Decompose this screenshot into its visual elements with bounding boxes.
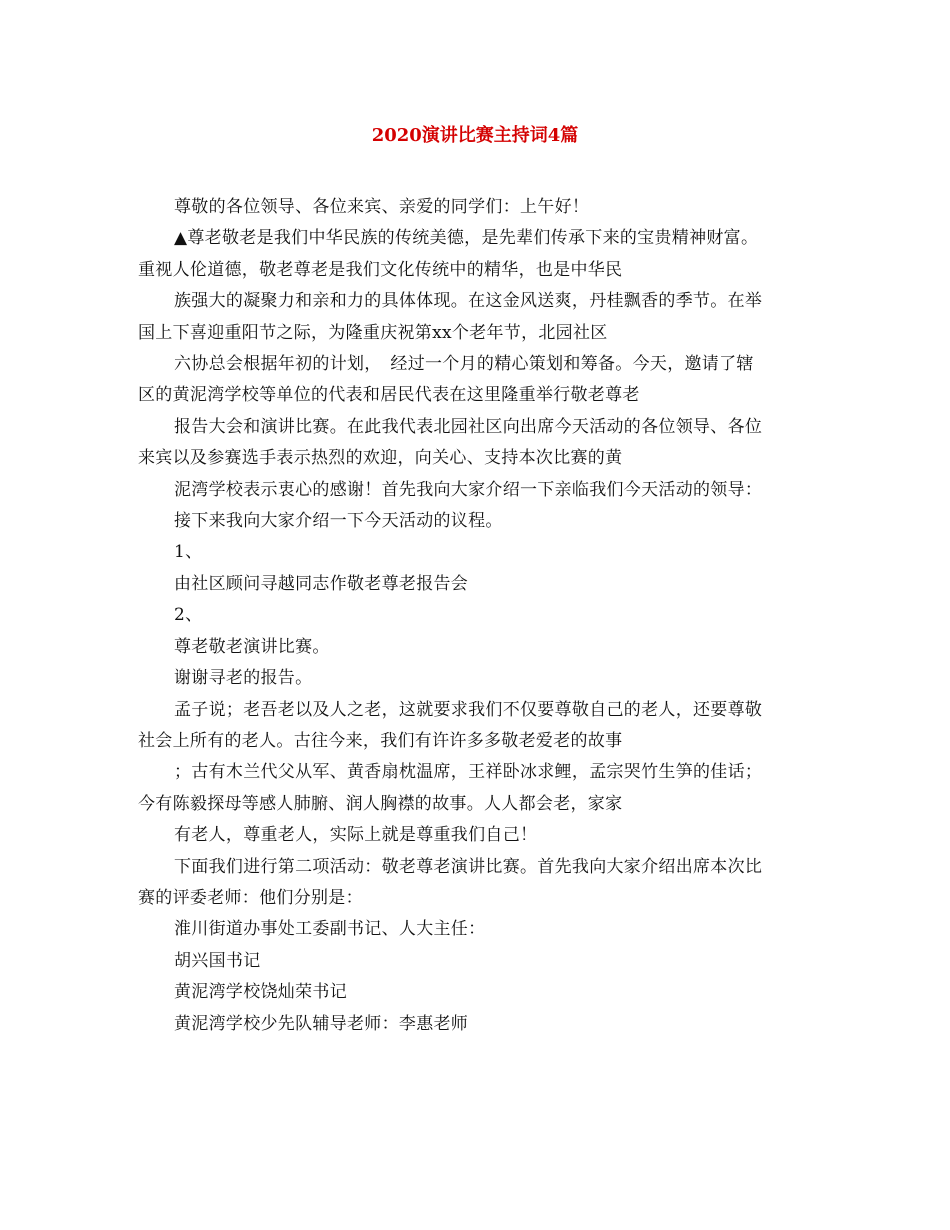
paragraph xyxy=(138,946,818,977)
paragraph-line: 报告大会和演讲比赛。在此我代表北园社区向出席今天活动的各位领导、各位 xyxy=(174,416,763,437)
paragraph-line: ▲尊老敬老是我们中华民族的传统美德，是先辈们传承下来的宝贵精神财富。 xyxy=(174,228,759,249)
paragraph-line: 1、 xyxy=(174,542,203,563)
paragraph xyxy=(138,695,818,758)
paragraph xyxy=(138,914,818,945)
paragraph-line: 谢谢寻老的报告。 xyxy=(174,668,313,689)
paragraph-line: 赛的评委老师：他们分别是： xyxy=(138,887,363,908)
document-body xyxy=(138,192,818,1040)
paragraph-line: 来宾以及参赛选手表示热烈的欢迎，向关心、支持本次比赛的黄 xyxy=(138,448,623,469)
paragraph xyxy=(138,852,818,915)
paragraph-line: 胡兴国书记 xyxy=(174,950,261,971)
paragraph xyxy=(138,506,818,537)
paragraph xyxy=(138,349,818,412)
paragraph-line: 社会上所有的老人。古往今来，我们有许许多多敬老爱老的故事 xyxy=(138,730,623,751)
paragraph-line: 六协总会根据年初的计划， 经过一个月的精心策划和筹备。今天，邀请了辖 xyxy=(174,354,754,375)
paragraph-line: ；古有木兰代父从军、黄香扇枕温席，王祥卧冰求鲤，孟宗哭竹生笋的佳话； xyxy=(174,762,763,783)
paragraph xyxy=(138,1009,818,1040)
paragraph xyxy=(138,663,818,694)
paragraph-line: 黄泥湾学校少先队辅导老师：李惠老师 xyxy=(174,1013,469,1034)
paragraph xyxy=(138,569,818,600)
paragraph xyxy=(138,537,818,568)
document-title: 2020演讲比赛主持词4篇 xyxy=(371,125,579,146)
paragraph-line: 有老人，尊重老人，实际上就是尊重我们自己！ xyxy=(174,825,538,846)
paragraph-line: 淮川街道办事处工委副书记、人大主任： xyxy=(174,919,486,940)
paragraph xyxy=(138,600,818,631)
paragraph-line: 黄泥湾学校饶灿荣书记 xyxy=(174,982,347,1003)
paragraph-line: 泥湾学校表示衷心的感谢！首先我向大家介绍一下亲临我们今天活动的领导： xyxy=(174,479,763,500)
paragraph xyxy=(138,475,818,506)
paragraph-line: 重视人伦道德，敬老尊老是我们文化传统中的精华，也是中华民 xyxy=(138,259,623,280)
paragraph-line: 今有陈毅探母等感人肺腑、润人胸襟的故事。人人都会老，家家 xyxy=(138,793,623,814)
paragraph xyxy=(138,977,818,1008)
paragraph xyxy=(138,820,818,851)
paragraph-line: 2、 xyxy=(174,605,203,626)
paragraph xyxy=(138,192,818,223)
paragraph xyxy=(138,632,818,663)
paragraph-line: 族强大的凝聚力和亲和力的具体体现。在这金风送爽，丹桂飘香的季节。在举 xyxy=(174,291,763,312)
paragraph xyxy=(138,757,818,820)
paragraph xyxy=(138,286,818,349)
paragraph-line: 接下来我向大家介绍一下今天活动的议程。 xyxy=(174,511,503,532)
paragraph-line: 由社区顾问寻越同志作敬老尊老报告会 xyxy=(174,573,469,594)
paragraph-line: 尊敬的各位领导、各位来宾、亲爱的同学们：上午好！ xyxy=(174,197,590,217)
paragraph-line: 区的黄泥湾学校等单位的代表和居民代表在这里隆重举行敬老尊老 xyxy=(138,385,640,406)
paragraph-line: 孟子说；老吾老以及人之老，这就要求我们不仅要尊敬自己的老人，还要尊敬 xyxy=(174,699,763,720)
paragraph xyxy=(138,412,818,475)
paragraph-line: 国上下喜迎重阳节之际，为隆重庆祝第xx个老年节，北园社区 xyxy=(138,322,608,343)
paragraph-line: 下面我们进行第二项活动：敬老尊老演讲比赛。首先我向大家介绍出席本次比 xyxy=(174,856,763,877)
paragraph xyxy=(138,223,818,286)
paragraph-line: 尊老敬老演讲比赛。 xyxy=(174,636,330,657)
